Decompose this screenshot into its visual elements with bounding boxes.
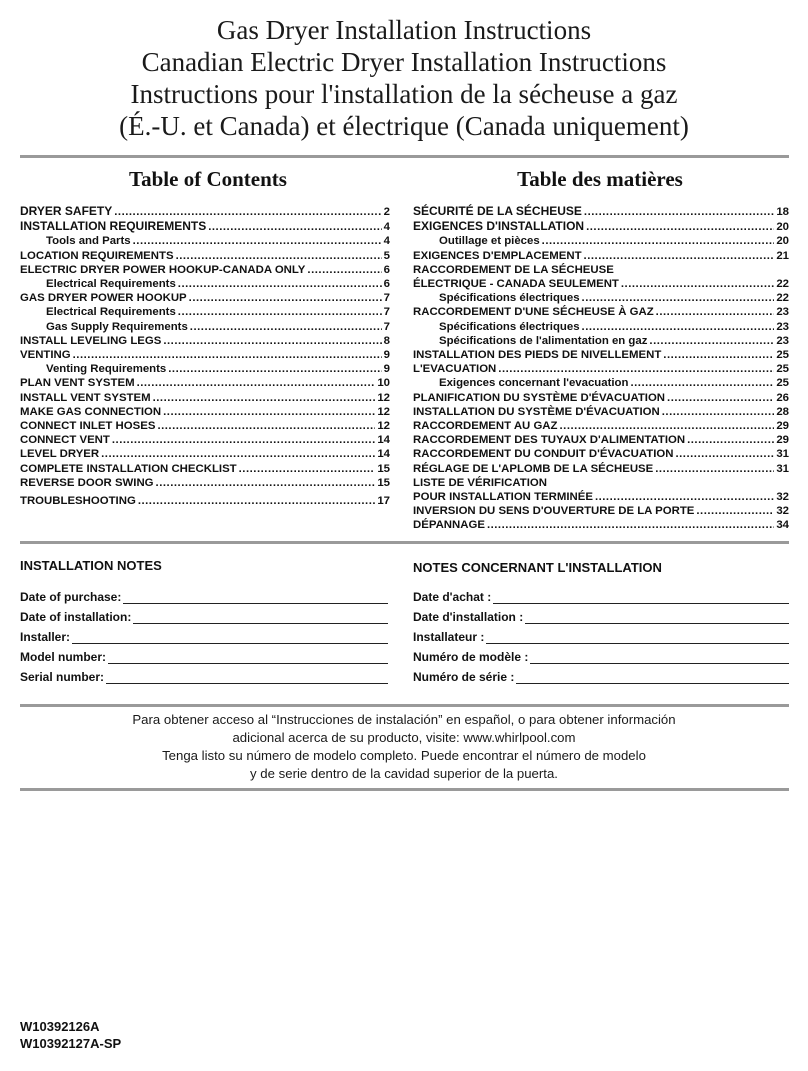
toc-entry-label: RACCORDEMENT AU GAZ [413,420,558,433]
toc-entry-label: INSTALLATION DU SYSTÈME D'ÉVACUATION [413,405,660,418]
toc-entry [413,348,789,362]
toc-entry [20,433,390,447]
toc-entry-page: 22 [776,292,789,305]
doc-code: W10392127A-SP [20,1036,122,1051]
toc-entry-label: DÉPANNAGE [413,519,485,532]
toc-entry [413,476,789,490]
toc-entry-page: 8 [383,334,390,347]
dot-leader [137,376,376,390]
dot-leader [487,518,774,532]
toc-entry-page: 20 [776,235,789,248]
dot-leader [542,234,775,248]
toc-entry-label: COMPLETE INSTALLATION CHECKLIST [20,462,237,475]
toc-entry [413,419,789,433]
fill-in-line[interactable] [123,591,388,604]
note-field [413,604,789,624]
toc-entry-page: 7 [383,320,390,333]
dot-leader [662,405,775,419]
note-field-label: Date d'installation : [413,610,524,624]
toc-entry-label: EXIGENCES D'EMPLACEMENT [413,249,582,262]
toc-entry [413,204,789,219]
toc-entry-page: 21 [776,249,789,262]
toc-entry [413,504,789,518]
toc-entry-label: Tools and Parts [46,235,131,248]
note-field [20,604,388,624]
toc-entry-label: LEVEL DRYER [20,448,100,461]
toc-entry-label: ELECTRIC DRYER POWER HOOKUP-CANADA ONLY [20,263,306,276]
note-field [20,584,388,604]
note-field-label: Date of purchase: [20,590,122,604]
title-line: Instructions pour l'installation de la sécheuse a gaz [130,79,678,109]
toc-entry [20,405,390,419]
toc-entry [413,447,789,461]
toc-entry [20,305,390,319]
toc-heading-fr: Table des matières [517,167,683,191]
toc-entry [20,362,390,376]
toc-entry-label: MAKE GAS CONNECTION [20,405,162,418]
toc-entry-page: 29 [776,420,789,433]
toc-entry-label: DRYER SAFETY [20,204,113,218]
dot-leader [560,419,775,433]
dot-leader [239,462,376,476]
toc-entry-page: 9 [383,363,390,376]
note-field [413,584,789,604]
toc-entry [20,376,390,390]
fill-in-line[interactable] [525,611,789,624]
installation-notes-en [20,584,388,684]
toc-entry [20,419,390,433]
note-field [20,644,388,664]
dot-leader [178,305,382,319]
toc-entry-label: PLAN VENT SYSTEM [20,377,135,390]
toc-entry [413,291,789,305]
note-field [413,644,789,664]
dot-leader [156,476,376,490]
toc-entry-label: POUR INSTALLATION TERMINÉE [413,491,593,504]
dot-leader [667,391,774,405]
toc-entry [20,348,390,362]
toc-entry-label: INSTALL LEVELING LEGS [20,334,162,347]
toc-entry-label: EXIGENCES D'INSTALLATION [413,219,585,234]
toc-entry-page: 23 [776,306,789,319]
note-field-label: Serial number: [20,670,105,684]
toc-entry [413,462,789,476]
toc-entry [413,234,789,248]
fill-in-line[interactable] [493,591,789,604]
fill-in-line[interactable] [108,651,388,664]
toc-entry [20,277,390,291]
toc-entry-page: 22 [776,278,789,291]
dot-leader [208,220,381,234]
installation-notes-fr [413,584,789,684]
doc-code: W10392126A [20,1019,100,1034]
toc-entry-page: 4 [383,235,390,248]
toc-entry-label: RACCORDEMENT D'UNE SÉCHEUSE À GAZ [413,306,654,319]
toc-entry-label: REVERSE DOOR SWING [20,476,154,489]
toc-entry-label: Exigences concernant l'evacuation [439,377,629,390]
toc-entry [413,405,789,419]
toc-entry [20,476,390,490]
toc-entry [413,518,789,532]
toc-entry-label: INSTALLATION REQUIREMENTS [20,219,207,234]
toc-english [20,204,390,508]
toc-entry-label: INSTALL VENT SYSTEM [20,391,151,404]
dot-leader [663,348,774,362]
note-field [20,624,388,644]
toc-entry-label: GAS DRYER POWER HOOKUP [20,292,187,305]
toc-entry [413,362,789,376]
toc-entry-page: 12 [377,405,390,418]
title-line: Gas Dryer Installation Instructions [216,15,592,45]
dot-leader [621,277,774,291]
dot-leader [586,220,774,234]
dot-leader [190,320,382,334]
toc-entry-label: RÉGLAGE DE L'APLOMB DE LA SÉCHEUSE [413,462,654,475]
toc-entry-page: 32 [776,491,789,504]
toc-entry-page: 23 [776,334,789,347]
note-field-label: Installateur : [413,630,485,644]
toc-french [413,204,789,533]
dot-leader [163,405,375,419]
note-field-label: Installer: [20,630,71,644]
toc-entry-page: 15 [377,476,390,489]
dot-leader [655,462,774,476]
toc-entry-page: 17 [377,495,390,508]
dot-leader [176,249,382,263]
spanish-line: y de serie dentro de la cavidad superior de la puerta. [250,766,558,781]
toc-entry [20,234,390,248]
toc-entry-page: 5 [383,249,390,262]
toc-entry [413,376,789,390]
toc-entry-page: 29 [776,434,789,447]
toc-entry-page: 31 [776,448,789,461]
toc-entry [20,219,390,234]
toc-entry-page: 7 [383,306,390,319]
toc-entry-label: INVERSION DU SENS D'OUVERTURE DE LA PORTE [413,505,695,518]
toc-entry-label: Electrical Requirements [46,278,176,291]
fill-in-line[interactable] [72,631,388,644]
toc-entry-label: Electrical Requirements [46,306,176,319]
divider [20,541,789,544]
toc-entry-label: RACCORDEMENT DES TUYAUX D'ALIMENTATION [413,434,686,447]
toc-entry-label: RACCORDEMENT DE LA SÉCHEUSE [413,263,614,276]
dot-leader [498,362,774,376]
dot-leader [112,433,375,447]
toc-entry-page: 32 [776,505,789,518]
toc-entry-label: INSTALLATION DES PIEDS DE NIVELLEMENT [413,349,662,362]
toc-entry [20,291,390,305]
toc-entry-label: CONNECT VENT [20,434,110,447]
toc-entry-page: 2 [383,206,390,218]
toc-entry-page: 28 [776,405,789,418]
toc-entry-page: 25 [776,377,789,390]
dot-leader [101,447,375,461]
dot-leader [168,362,381,376]
dot-leader [153,391,376,405]
toc-entry-label: Spécifications électriques [439,320,580,333]
toc-entry-page: 7 [383,292,390,305]
note-field-label: Date of installation: [20,610,132,624]
dot-leader [189,291,382,305]
fill-in-line[interactable] [486,631,789,644]
toc-entry-page: 25 [776,349,789,362]
toc-entry-page: 6 [383,263,390,276]
toc-entry-page: 6 [383,278,390,291]
toc-entry-page: 15 [377,462,390,475]
toc-entry [413,277,789,291]
toc-entry-label: Spécifications de l'alimentation en gaz [439,334,648,347]
dot-leader [595,490,774,504]
dot-leader [163,334,381,348]
fill-in-line[interactable] [133,611,388,624]
toc-entry-page: 34 [776,519,789,532]
dot-leader [133,234,382,248]
fill-in-line[interactable] [530,651,789,664]
dot-leader [630,376,774,390]
spanish-notice [0,711,808,783]
toc-entry-label: ÉLECTRIQUE - CANADA SEULEMENT [413,278,619,291]
note-field-label: Date d'achat : [413,590,492,604]
toc-entry-label: PLANIFICATION DU SYSTÈME D'ÉVACUATION [413,391,666,404]
toc-entry-page: 10 [377,377,390,390]
toc-entry-label: Venting Requirements [46,363,167,376]
spanish-line: Tenga listo su número de modelo completo. Puede encontrar el número de modelo [162,748,646,763]
dot-leader [584,205,774,219]
fill-in-line[interactable] [516,671,789,684]
toc-entry-label: Spécifications électriques [439,292,580,305]
spanish-line: adicional acerca de su producto, visite: www.whirlpool.com [232,730,576,745]
toc-entry-page: 26 [776,391,789,404]
toc-entry-page: 25 [776,363,789,376]
fill-in-line[interactable] [106,671,388,684]
toc-entry [20,447,390,461]
dot-leader [178,277,382,291]
toc-entry-page: 14 [377,434,390,447]
toc-entry-page: 14 [377,448,390,461]
document-title [0,14,808,142]
toc-entry [20,249,390,263]
toc-entry [413,305,789,319]
note-field [20,664,388,684]
toc-entry-page: 31 [776,462,789,475]
toc-entry-label: LOCATION REQUIREMENTS [20,249,174,262]
title-line: Canadian Electric Dryer Installation Instructions [141,47,667,77]
dot-leader [157,419,375,433]
toc-entry-page: 20 [776,221,789,234]
dot-leader [696,504,774,518]
divider [20,788,789,791]
note-field-label: Numéro de série : [413,670,515,684]
dot-leader [114,205,381,219]
note-field-label: Numéro de modèle : [413,650,529,664]
toc-entry-page: 12 [377,391,390,404]
toc-entry [20,320,390,334]
toc-entry [413,391,789,405]
toc-entry-page: 4 [383,221,390,234]
toc-entry [413,433,789,447]
toc-entry [20,494,390,508]
dot-leader [307,263,381,277]
toc-entry-label: L'EVACUATION [413,363,497,376]
dot-leader [584,249,775,263]
divider [20,704,789,707]
notes-heading-fr: NOTES CONCERNANT L'INSTALLATION [413,560,662,575]
toc-entry-label: VENTING [20,349,71,362]
toc-entry [413,334,789,348]
toc-entry-label: TROUBLESHOOTING [20,495,136,508]
toc-entry-label: RACCORDEMENT DU CONDUIT D'ÉVACUATION [413,448,674,461]
notes-heading-en: INSTALLATION NOTES [20,558,162,573]
dot-leader [649,334,774,348]
toc-entry-page: 23 [776,320,789,333]
note-field [413,664,789,684]
toc-entry [413,249,789,263]
dot-leader [675,447,774,461]
toc-entry-page: 9 [383,349,390,362]
toc-entry [20,462,390,476]
toc-heading-en: Table of Contents [129,167,287,191]
dot-leader [687,433,774,447]
toc-entry [413,219,789,234]
note-field [413,624,789,644]
toc-entry [20,263,390,277]
toc-entry [413,490,789,504]
toc-entry-label: CONNECT INLET HOSES [20,420,156,433]
toc-entry [413,320,789,334]
toc-entry [20,204,390,219]
toc-entry-label: SÉCURITÉ DE LA SÉCHEUSE [413,204,582,218]
toc-entry [20,391,390,405]
toc-entry [413,263,789,277]
toc-entry [20,334,390,348]
note-field-label: Model number: [20,650,106,664]
dot-leader [656,305,775,319]
dot-leader [138,494,376,508]
title-line: (É.-U. et Canada) et électrique (Canada uniquement) [119,111,689,141]
toc-entry-label: Outillage et pièces [439,235,540,248]
dot-leader [582,320,775,334]
toc-entry-page: 12 [377,420,390,433]
divider [20,155,789,158]
dot-leader [73,348,382,362]
dot-leader [582,291,775,305]
document-codes [20,1018,121,1052]
toc-entry-label: Gas Supply Requirements [46,320,188,333]
toc-entry-label: LISTE DE VÉRIFICATION [413,476,547,489]
spanish-line: Para obtener acceso al “Instrucciones de instalación” en español, o para obtener información [132,712,676,727]
toc-entry-page: 18 [776,206,789,218]
